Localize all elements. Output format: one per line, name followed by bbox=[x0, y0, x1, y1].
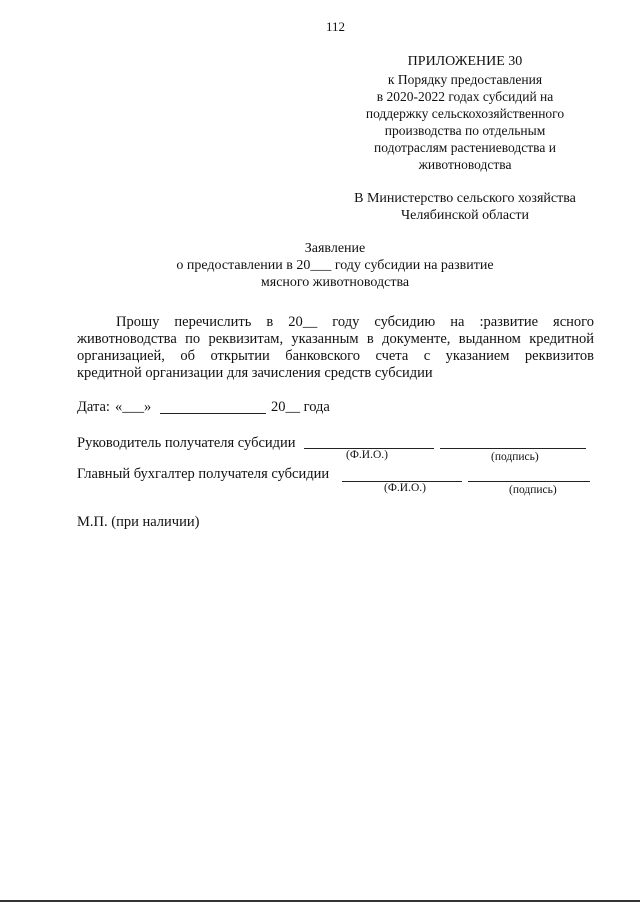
appendix-line: поддержку сельскохозяйственного bbox=[365, 106, 565, 121]
statement-line-1: о предоставлении в 20___ году субсидии на развитие bbox=[176, 258, 494, 273]
head-fio-caption: (Ф.И.О.) bbox=[346, 449, 388, 461]
accountant-sign-caption: (подпись) bbox=[509, 484, 557, 496]
head-label: Руководитель получателя субсидии bbox=[77, 435, 296, 451]
appendix-title: ПРИЛОЖЕНИЕ 30 bbox=[407, 54, 523, 69]
stamp-note: М.П. (при наличии) bbox=[77, 514, 200, 530]
date-label: Дата: bbox=[77, 399, 110, 415]
date-year: 20__ года bbox=[271, 399, 330, 415]
page-bottom-edge bbox=[0, 900, 640, 902]
date-day: «___» bbox=[115, 399, 152, 415]
appendix-block bbox=[340, 52, 590, 173]
appendix-line: к Порядку предоставления bbox=[387, 72, 543, 87]
date-month-blank bbox=[160, 413, 266, 414]
appendix-line: животноводства bbox=[418, 157, 512, 172]
page-number: 112 bbox=[326, 19, 346, 34]
head-sign-caption: (подпись) bbox=[491, 451, 539, 463]
appendix-line: производства по отдельным bbox=[384, 123, 546, 138]
appendix-line: подотраслям растениеводства и bbox=[374, 140, 556, 155]
accountant-label: Главный бухгалтер получателя субсидии bbox=[77, 466, 330, 482]
head-sign-line bbox=[440, 448, 586, 449]
accountant-fio-caption: (Ф.И.О.) bbox=[384, 482, 426, 494]
body-line-1: Прошу перечислить в 20__ году субсидию на :развитие ясного bbox=[116, 314, 594, 330]
body-line-4: кредитной организации для зачисления средств субсидии bbox=[77, 365, 433, 381]
addressee-line-2: Челябинской области bbox=[401, 208, 529, 223]
accountant-sign-line bbox=[468, 481, 590, 482]
statement-block bbox=[130, 240, 540, 291]
body-line-3: организацией, об открытии банковского счета с указанием реквизитов bbox=[77, 348, 594, 364]
statement-line-2: мясного животноводства bbox=[260, 275, 410, 290]
body-line-2: животноводства по реквизитам, указанным в документе, выданном кредитной bbox=[77, 331, 594, 347]
statement-title: Заявление bbox=[304, 241, 366, 256]
appendix-line: в 2020-2022 годах субсидий на bbox=[376, 89, 554, 104]
addressee-line-1: В Министерство сельского хозяйства bbox=[354, 191, 576, 206]
addressee-block bbox=[335, 190, 595, 224]
